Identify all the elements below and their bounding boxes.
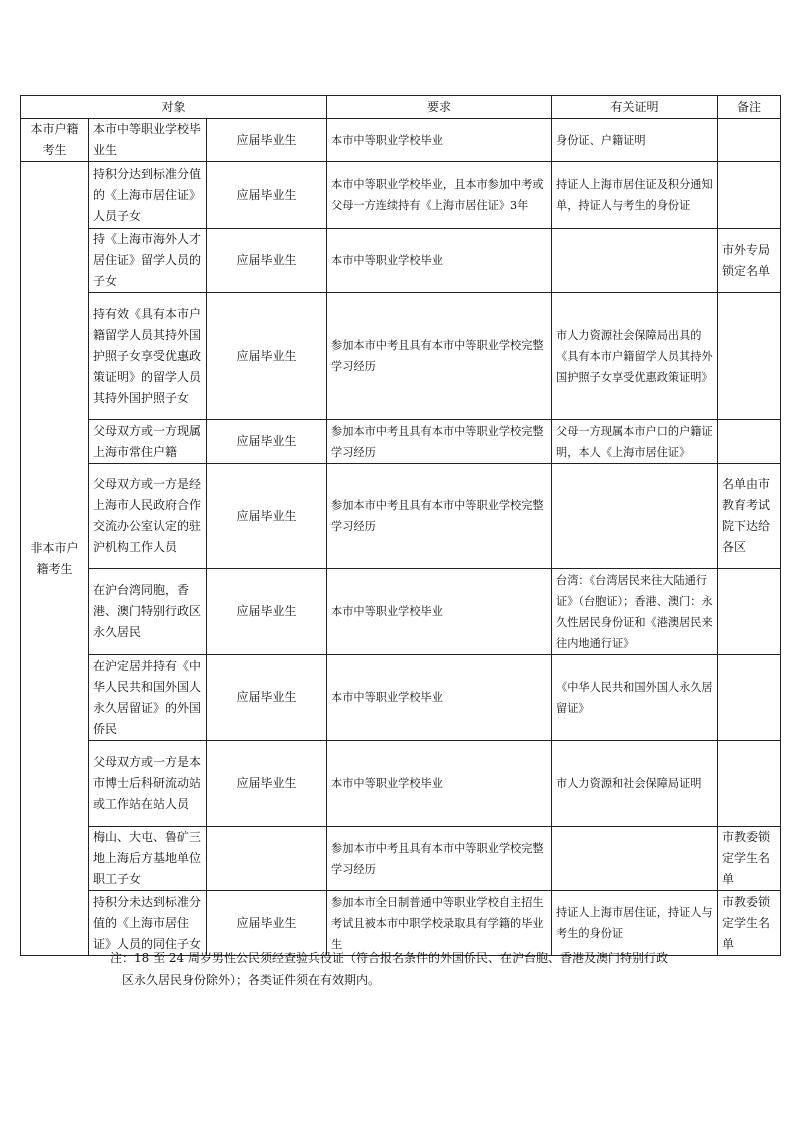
requirement-cell: 参加本市中考且具有本市中等职业学校完整学习经历	[327, 293, 552, 420]
certificate-cell: 持证人上海市居住证及积分通知单，持证人与考生的身份证	[552, 162, 718, 229]
remark-cell: 市外专局锁定名单	[718, 229, 781, 293]
header-object: 对象	[21, 96, 327, 119]
object-cell: 持有效《具有本市户籍留学人员其持外国护照子女享受优惠政策证明》的留学人员其持外国护照子女	[89, 293, 207, 420]
remark-cell	[718, 655, 781, 741]
category-nonlocal: 非本市户籍考生	[21, 162, 89, 956]
header-requirement: 要求	[327, 96, 552, 119]
certificate-cell: 持证人上海市居住证，持证人与考生的身份证	[552, 891, 718, 956]
object-cell: 在沪定居并持有《中华人民共和国外国人永久居留证》的外国侨民	[89, 655, 207, 741]
certificate-cell: 身份证、户籍证明	[552, 119, 718, 162]
object-cell: 持积分未达到标准分值的《上海市居住证》人员的同住子女	[89, 891, 207, 956]
status-cell: 应届毕业生	[207, 891, 327, 956]
table-row	[21, 741, 781, 827]
remark-cell	[718, 162, 781, 229]
certificate-cell: 《中华人民共和国外国人永久居留证》	[552, 655, 718, 741]
category-local: 本市户籍考生	[21, 119, 89, 162]
remark-cell	[718, 741, 781, 827]
status-cell: 应届毕业生	[207, 293, 327, 420]
certificate-cell: 市人力资源和社会保障局证明	[552, 741, 718, 827]
table-row	[21, 891, 781, 956]
object-cell: 本市中等职业学校毕业生	[89, 119, 207, 162]
table-row	[21, 464, 781, 569]
table-row	[21, 229, 781, 293]
eligibility-table	[20, 95, 781, 956]
remark-cell: 市教委锁定学生名单	[718, 827, 781, 891]
requirement-cell: 本市中等职业学校毕业，且本市参加中考或父母一方连续持有《上海市居住证》3年	[327, 162, 552, 229]
footnote	[110, 947, 710, 991]
certificate-cell	[552, 229, 718, 293]
requirement-cell: 本市中等职业学校毕业	[327, 655, 552, 741]
requirement-cell: 参加本市中考且具有本市中等职业学校完整学习经历	[327, 420, 552, 464]
table-row	[21, 293, 781, 420]
requirement-cell: 参加本市中考且具有本市中等职业学校完整学习经历	[327, 464, 552, 569]
status-cell: 应届毕业生	[207, 741, 327, 827]
certificate-cell: 台湾：《台湾居民来往大陆通行证》（台胞证）；香港、澳门：永久性居民身份证和《港澳居民来往内地通行证》	[552, 569, 718, 655]
table-row	[21, 827, 781, 891]
remark-cell	[718, 293, 781, 420]
requirement-cell: 参加本市中考且具有本市中等职业学校完整学习经历	[327, 827, 552, 891]
object-cell: 持《上海市海外人才居住证》留学人员的子女	[89, 229, 207, 293]
status-cell: 应届毕业生	[207, 420, 327, 464]
status-cell: 应届毕业生	[207, 464, 327, 569]
certificate-cell: 父母一方现属本市户口的户籍证明，本人《上海市居住证》	[552, 420, 718, 464]
status-cell: 应届毕业生	[207, 119, 327, 162]
remark-cell	[718, 420, 781, 464]
remark-cell	[718, 569, 781, 655]
object-cell: 父母双方或一方是本市博士后科研流动站或工作站在站人员	[89, 741, 207, 827]
remark-cell: 市教委锁定学生名单	[718, 891, 781, 956]
requirement-cell: 本市中等职业学校毕业	[327, 229, 552, 293]
header-certificate: 有关证明	[552, 96, 718, 119]
header-remark: 备注	[718, 96, 781, 119]
status-cell	[207, 827, 327, 891]
footnote-line-2: 区永久居民身份除外）；各类证件须在有效期内。	[122, 973, 381, 987]
requirement-cell: 本市中等职业学校毕业	[327, 119, 552, 162]
remark-cell	[718, 119, 781, 162]
requirement-cell: 本市中等职业学校毕业	[327, 569, 552, 655]
object-cell: 持积分达到标准分值的《上海市居住证》人员子女	[89, 162, 207, 229]
table-row	[21, 162, 781, 229]
object-cell: 父母双方或一方现属上海市常住户籍	[89, 420, 207, 464]
status-cell: 应届毕业生	[207, 655, 327, 741]
status-cell: 应届毕业生	[207, 229, 327, 293]
table-row	[21, 569, 781, 655]
object-cell: 梅山、大屯、鲁矿三地上海后方基地单位职工子女	[89, 827, 207, 891]
footnote-line-1: 注：18 至 24 周岁男性公民须经查验兵役证（符合报名条件的外国侨民、在沪台胞、香港及澳门特别行政	[110, 951, 668, 965]
status-cell: 应届毕业生	[207, 569, 327, 655]
object-cell: 父母双方或一方是经上海市人民政府合作交流办公室认定的驻沪机构工作人员	[89, 464, 207, 569]
certificate-cell	[552, 827, 718, 891]
object-cell: 在沪台湾同胞，香港、澳门特别行政区永久居民	[89, 569, 207, 655]
requirement-cell: 参加本市全日制普通中等职业学校自主招生考试且被本市中职学校录取具有学籍的毕业生	[327, 891, 552, 956]
table-header-row	[21, 96, 781, 119]
certificate-cell	[552, 464, 718, 569]
remark-cell: 名单由市教育考试院下达给各区	[718, 464, 781, 569]
table-row	[21, 119, 781, 162]
table-row	[21, 420, 781, 464]
status-cell: 应届毕业生	[207, 162, 327, 229]
table-row	[21, 655, 781, 741]
requirement-cell: 本市中等职业学校毕业	[327, 741, 552, 827]
certificate-cell: 市人力资源社会保障局出具的《具有本市户籍留学人员其持外国护照子女享受优惠政策证明》	[552, 293, 718, 420]
